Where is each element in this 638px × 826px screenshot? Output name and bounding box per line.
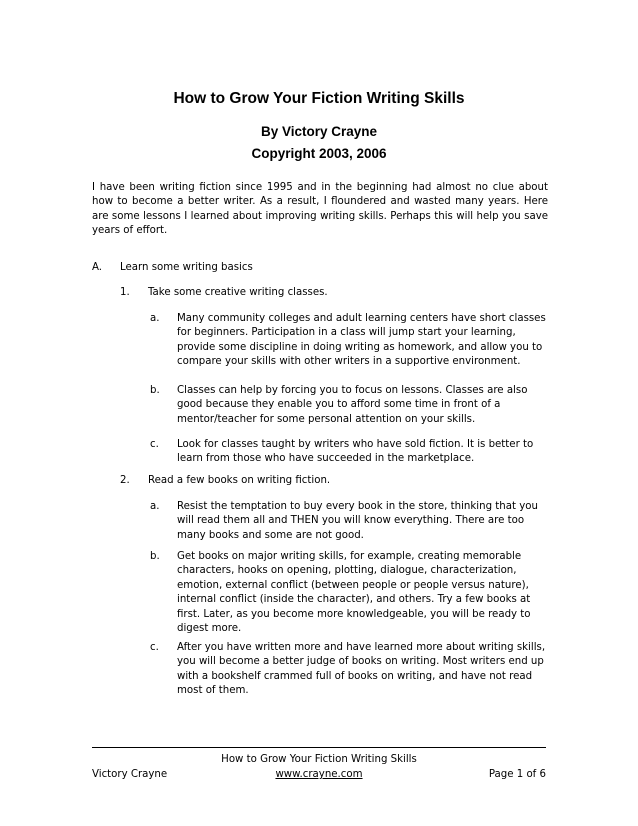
- intro-paragraph: I have been writing fiction since 1995 and in the beginning had almost no clue about how to become a better writer. As a result, I floundered and wasted many years. Here are some lessons I learned about improving writing skills. Perhaps this will help you save years of effort.: [92, 182, 548, 237]
- item-number: 1.: [120, 287, 130, 298]
- footer-url-link[interactable]: www.crayne.com: [275, 769, 363, 780]
- sub-item-letter: a.: [150, 313, 160, 324]
- footer-divider: [92, 747, 546, 748]
- sub-item-text: After you have written more and have learned more about writing skills, you will become a better judge of books on writing. Most writers end up with a bookshelf crammed full of books on writing, and have not read most of them.: [177, 642, 546, 697]
- footer-title: How to Grow Your Fiction Writing Skills: [221, 754, 417, 765]
- item-text: Read a few books on writing fiction.: [148, 475, 331, 486]
- section-label: A.: [92, 262, 103, 273]
- sub-item-text: Classes can help by forcing you to focus on lessons. Classes are also good because they enable you to afford some time in front of a mentor/teacher for some personal attention on your skills.: [177, 385, 528, 425]
- sub-item-letter: c.: [150, 439, 159, 450]
- sub-item-text: Look for classes taught by writers who have sold fiction. It is better to learn from those who have succeeded in the marketplace.: [177, 439, 534, 465]
- sub-item-letter: b.: [150, 385, 160, 396]
- section-heading: Learn some writing basics: [120, 262, 253, 273]
- sub-item-letter: b.: [150, 551, 160, 562]
- sub-item-text: Resist the temptation to buy every book in the store, thinking that you will read them all and THEN you will know everything. There are too many books and some are not good.: [177, 501, 538, 541]
- sub-item-letter: a.: [150, 501, 160, 512]
- item-text: Take some creative writing classes.: [148, 287, 328, 298]
- item-number: 2.: [120, 475, 130, 486]
- document-title: How to Grow Your Fiction Writing Skills: [173, 90, 465, 107]
- footer-author: Victory Crayne: [92, 769, 168, 780]
- sub-item-letter: c.: [150, 642, 159, 653]
- sub-item-text: Get books on major writing skills, for example, creating memorable characters, hooks on opening, plotting, dialogue, characterization, emotion, external conflict (between people or people versus nature), internal conflict (inside the character), and others. Try a few books at first. Later, as you become more knowledgeable, you will be ready to digest more.: [177, 551, 531, 635]
- page-number: Page 1 of 6: [488, 769, 546, 780]
- byline: By Victory Crayne: [260, 124, 378, 139]
- copyright-line: Copyright 2003, 2006: [251, 146, 387, 161]
- sub-item-text: Many community colleges and adult learning centers have short classes for beginners. Participation in a class will jump start your learning, provide some discipline in doing writing as homework, and allow you to compare your skills with other writers in a supportive environment.: [177, 313, 546, 368]
